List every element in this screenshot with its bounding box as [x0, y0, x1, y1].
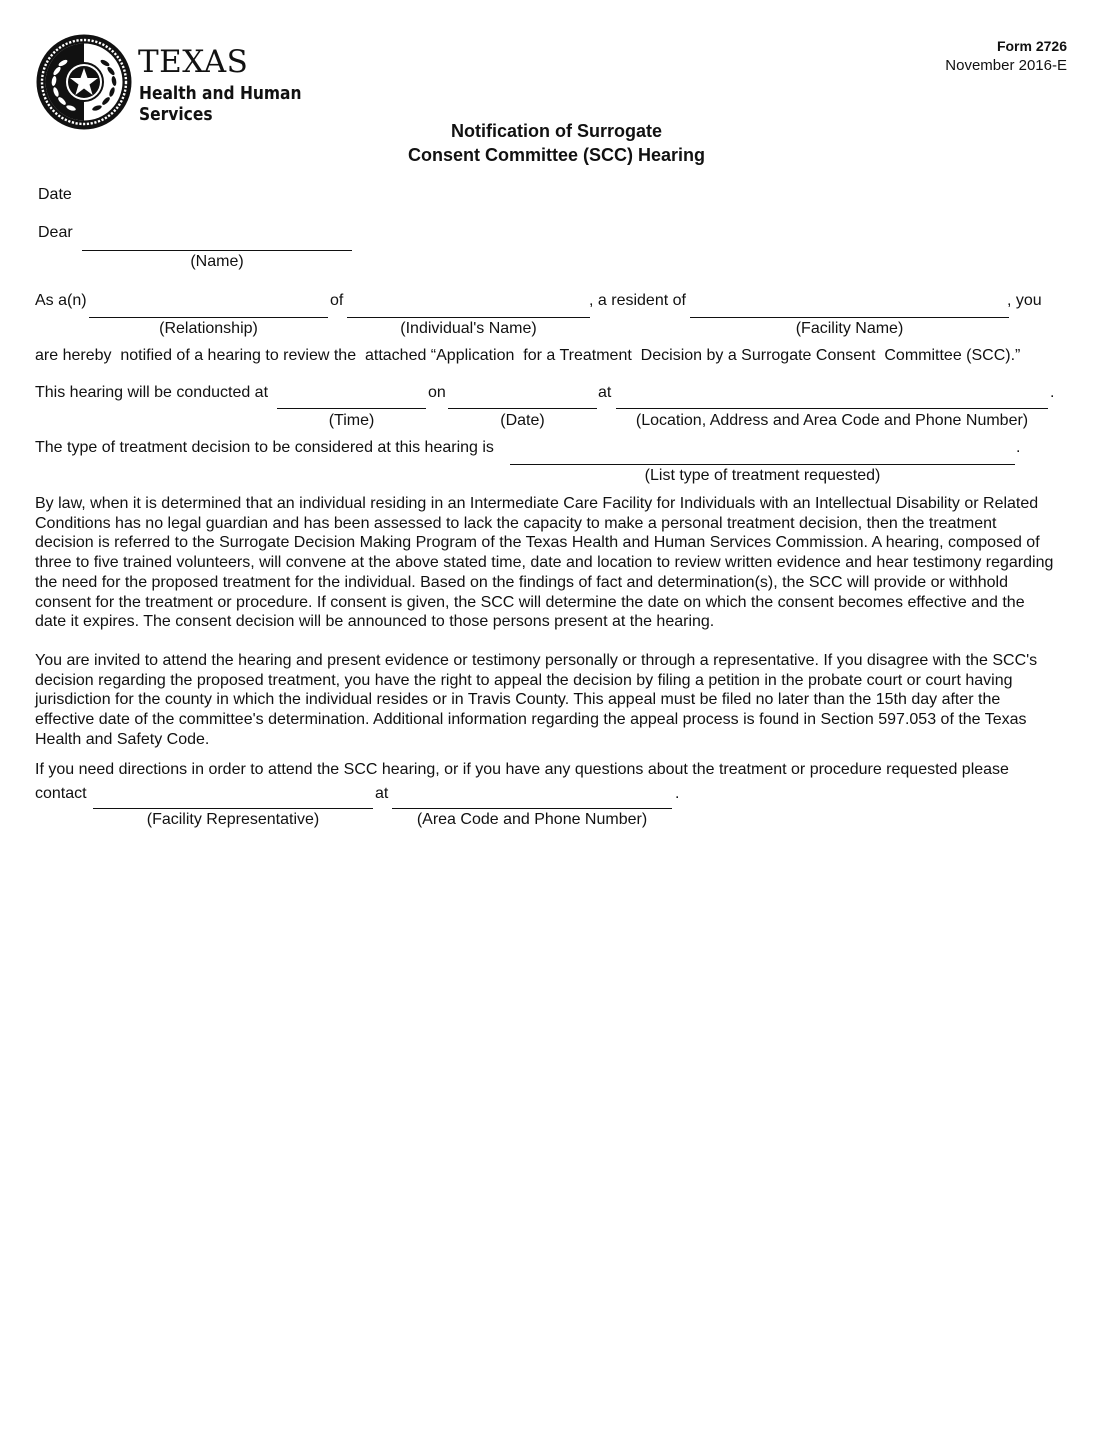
legal-paragraph	[35, 494, 1085, 632]
relationship-field[interactable]	[89, 296, 328, 316]
date-underline	[448, 408, 597, 409]
form-number: Form 2726	[996, 38, 1067, 54]
form-revision: November 2016-E	[945, 57, 1067, 74]
paragraph-line: date it expires. The consent decision will be announced to those persons present at the hearing.	[35, 613, 715, 631]
conducted-at-label: This hearing will be conducted at	[35, 384, 269, 401]
paragraph-line: consent for the treatment or procedure. If consent is given, the SCC will determine the date on which the consent becomes effective and the	[35, 593, 1025, 611]
logo-services: Services	[139, 104, 213, 125]
paragraph-line: decision is referred to the Surrogate Decision Making Program of the Texas Health and Human Services Commission. A hearing, composed of	[35, 534, 1040, 552]
on-label: on	[428, 384, 446, 401]
facility-name-underline	[690, 317, 1009, 318]
paragraph-line: Conditions has no legal guardian and has been assessed to lack the capacity to make a personal treatment decision, then the treatment	[35, 514, 997, 532]
paragraph-line: You are invited to attend the hearing and present evidence or testimony personally or through a representative. If you disagree with the SCC's	[35, 652, 1038, 669]
name-caption: (Name)	[190, 253, 244, 270]
logo-health-and-human: Health and Human	[139, 83, 302, 104]
date-field[interactable]	[448, 387, 597, 407]
date-caption: (Date)	[500, 412, 545, 429]
paragraph-line: three to five trained volunteers, will convene at the above stated time, date and location to review written evidence and hear testimony regarding	[35, 554, 1054, 572]
time-underline	[277, 408, 426, 409]
dear-label: Dear	[38, 224, 73, 241]
paragraph-line: effective date of the committee's determination. Additional information regarding the appeal process is found in Section 597.053 of the Texas	[35, 711, 1027, 729]
location-caption: (Location, Address and Area Code and Phone Number)	[635, 412, 1029, 429]
contact-label: contact	[35, 785, 87, 802]
treatment-caption: (List type of treatment requested)	[644, 467, 881, 484]
contact-phone-field[interactable]	[392, 788, 672, 808]
time-caption: (Time)	[328, 412, 375, 429]
page-title-line1: Notification of Surrogate	[451, 121, 662, 141]
individual-name-field[interactable]	[347, 296, 590, 316]
relationship-caption: (Relationship)	[159, 320, 258, 337]
name-underline	[82, 250, 352, 251]
facility-name-field[interactable]	[690, 296, 1009, 316]
paragraph-line: the need for the proposed treatment for the individual. Based on the findings of fact and determination(s), the SCC will provide or withhold	[35, 573, 1008, 591]
paragraph-line: jurisdiction for the county in which the individual resides or in Travis County. This appeal must be filed no later than the 15th day after the	[35, 691, 1001, 709]
contact-at-label: at	[375, 785, 389, 802]
facility-representative-caption: (Facility Representative)	[146, 811, 320, 828]
treatment-type-label: The type of treatment decision to be considered at this hearing is	[35, 439, 494, 456]
logo-texas: TEXAS	[138, 44, 249, 80]
facility-name-caption: (Facility Name)	[795, 320, 904, 337]
notified-text: are hereby notified of a hearing to review the attached “Application for a Treatment Decision by a Surrogate Consent Committee (SCC).”	[35, 347, 1021, 364]
paragraph-line: Health and Safety Code.	[35, 730, 210, 748]
treatment-type-underline	[510, 464, 1015, 465]
texas-hhs-seal-icon	[35, 33, 133, 131]
facility-representative-field[interactable]	[93, 788, 373, 808]
paragraph-line: decision regarding the proposed treatment, you have the right to appeal the decision by filing a petition in the probate court or court having	[35, 671, 1013, 689]
contact-period: .	[675, 785, 680, 802]
treatment-type-field[interactable]	[510, 442, 1015, 462]
time-field[interactable]	[277, 387, 426, 407]
contact-phone-caption: (Area Code and Phone Number)	[416, 811, 648, 828]
contact-text: If you need directions in order to attend the SCC hearing, or if you have any questions about the treatment or procedure requested please	[35, 761, 1009, 778]
treatment-period: .	[1016, 439, 1021, 456]
resident-of-label: , a resident of	[589, 292, 686, 309]
individual-name-caption: (Individual's Name)	[400, 320, 537, 337]
paragraph-line: By law, when it is determined that an individual residing in an Intermediate Care Facility for Individuals with an Intellectual Disability or Related	[35, 495, 1039, 512]
appeal-paragraph	[35, 651, 1085, 750]
facility-representative-underline	[93, 808, 373, 809]
as-a-label: As a(n)	[35, 292, 87, 309]
location-period: .	[1050, 384, 1055, 401]
name-field[interactable]	[82, 228, 352, 248]
location-underline	[616, 408, 1048, 409]
you-label: , you	[1007, 292, 1042, 309]
individual-name-underline	[347, 317, 590, 318]
page-title-line2: Consent Committee (SCC) Hearing	[407, 145, 706, 165]
relationship-underline	[89, 317, 328, 318]
contact-phone-underline	[392, 808, 672, 809]
location-field[interactable]	[616, 387, 1048, 407]
of-label: of	[330, 292, 344, 309]
date-label: Date	[38, 186, 72, 203]
at-label: at	[598, 384, 612, 401]
